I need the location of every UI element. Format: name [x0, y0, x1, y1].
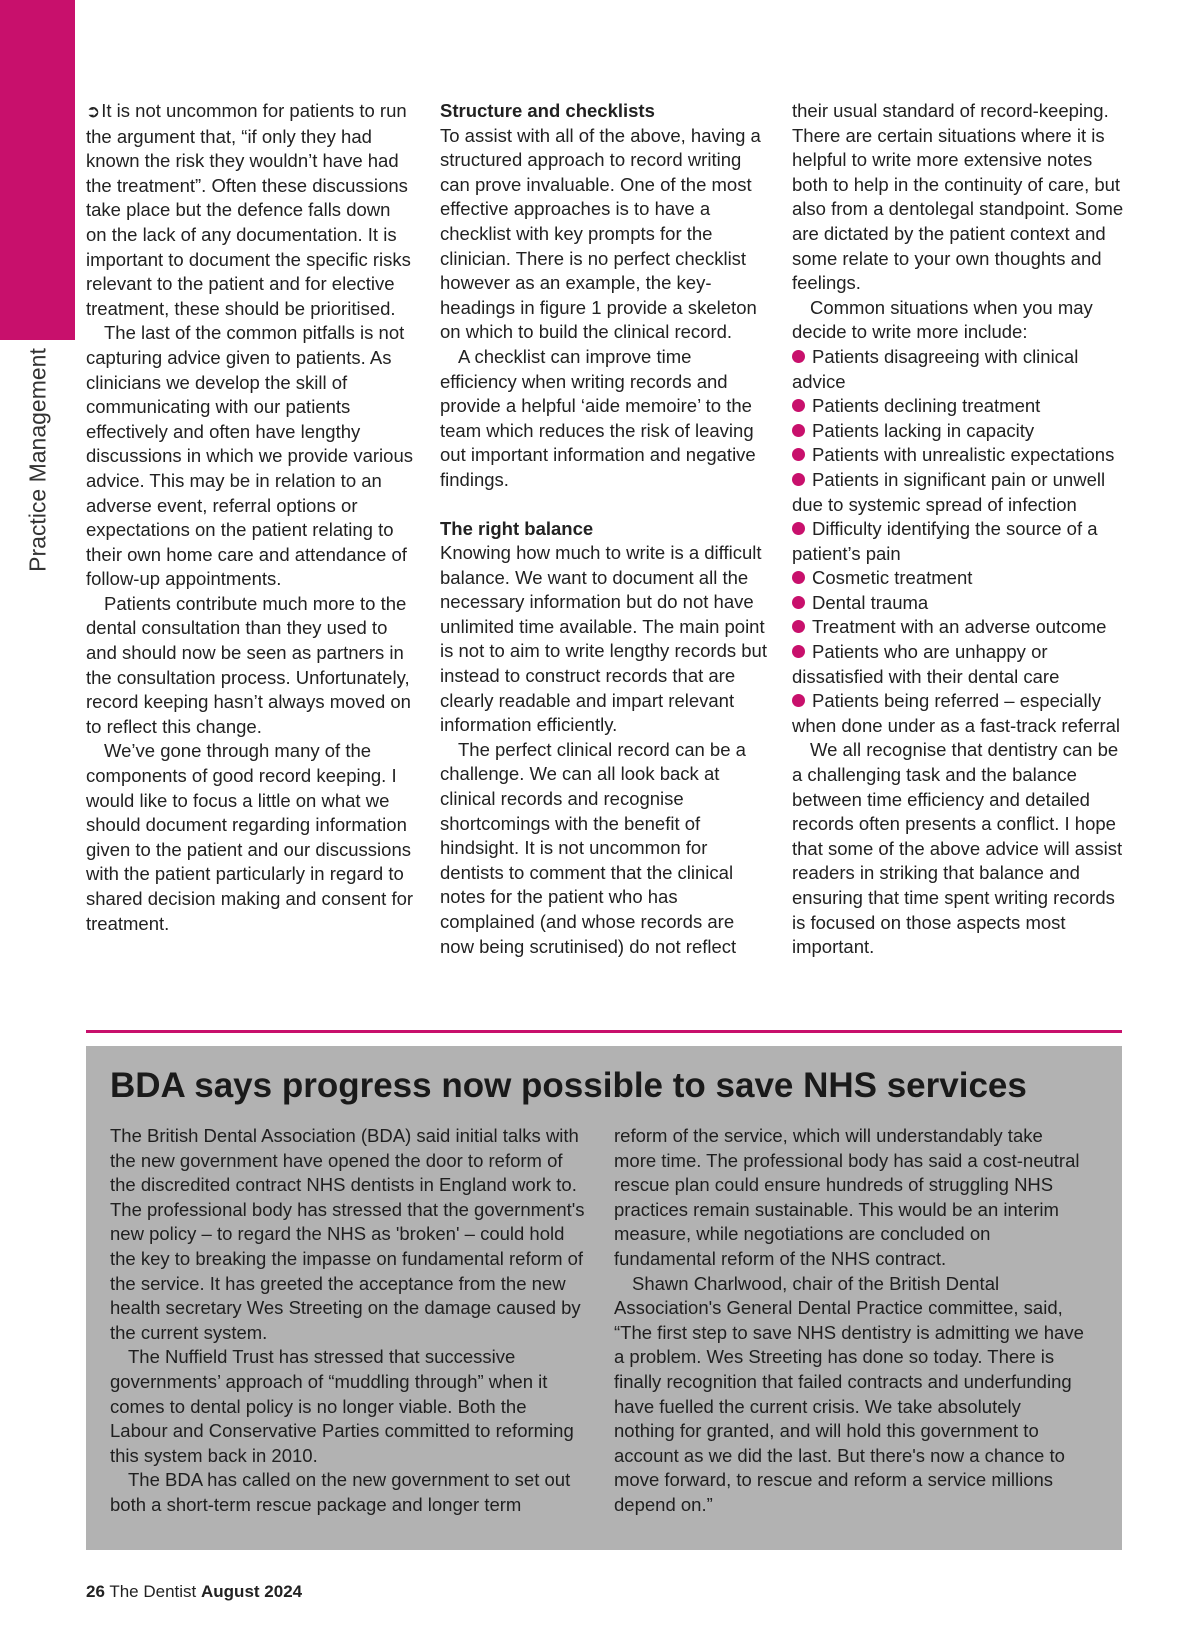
page-footer: [86, 1582, 302, 1602]
bullet-dot-icon: [792, 473, 805, 486]
news-column-1: [110, 1124, 588, 1518]
publication-name: The Dentist: [109, 1582, 197, 1601]
section-color-bar: [0, 0, 75, 340]
bullet-dot-icon: [792, 694, 805, 707]
page-number: 26: [86, 1582, 105, 1601]
list-item: Patients being referred – especially when done under as a fast-track referral: [792, 690, 1121, 736]
situations-list: [792, 345, 1132, 739]
news-paragraph: The professional body has stressed that the government's new policy – to regard the NHS as 'broken' – could hold the key to breaking the impasse on fundamental reform of the service. It has greeted the acceptance from the new health secretary Wes Streeting on the damage caused by the current system.: [110, 1198, 585, 1343]
list-item: Patients who are unhappy or dissatisfied with their dental care: [792, 641, 1060, 687]
news-paragraph: Shawn Charlwood, chair of the British Dental Association's General Dental Practice committee, said, “The first step to save NHS dentistry is admitting we have a problem. Wes Streeting has done so today. There is finally recognition that failed contracts and underfunding have fuelled the current crisis. We take absolutely nothing for granted, and will hold this government to account as we did the last. But there's now a chance to move forward, to rescue and reform a service millions depend on.”: [614, 1272, 1084, 1515]
article-paragraph: Common situations when you may decide to write more include:: [792, 296, 1093, 343]
article-paragraph: A checklist can improve time efficiency when writing records and provide a helpful ‘aide memoire’ to the team which reduces the risk of leaving out important information and negative findings.: [440, 345, 756, 490]
subheading-right-balance: The right balance: [440, 517, 594, 539]
article-column-1: [86, 99, 416, 936]
bullet-dot-icon: [792, 350, 805, 363]
article-column-3: [792, 99, 1132, 960]
list-item: Patients declining treatment: [792, 394, 1132, 419]
news-title: BDA says progress now possible to save NHS services: [110, 1066, 1027, 1105]
article-column-2: [440, 99, 770, 959]
list-item: Patients in significant pain or unwell due to systemic spread of infection: [792, 468, 1106, 515]
list-item: Cosmetic treatment: [792, 566, 1132, 591]
news-paragraph: reform of the service, which will understandably take more time. The professional body has said a cost-neutral rescue plan could ensure hundreds of struggling NHS practices remain sustainable. This would be an interim measure, while negotiations are concluded on fundamental reform of the NHS contract.: [614, 1125, 1080, 1269]
bullet-dot-icon: [792, 620, 805, 633]
article-paragraph: ➲It is not uncommon for patients to run the argument that, “if only they had known the risk they wouldn’t have had the treatment”. Often these discussions take place but the defence falls down on the lack of any documentation. It is important to document the specific risks relevant to the patient and for elective treatment, these should be prioritised.: [86, 100, 411, 319]
list-item: Patients disagreeing with clinical advice: [792, 345, 1079, 392]
issue-date: August 2024: [201, 1582, 303, 1601]
news-paragraph: The British Dental Association (BDA) said initial talks with the new government have opened the door to reform of the discredited contract NHS dentists in England work to.: [110, 1125, 579, 1196]
bullet-dot-icon: [792, 645, 805, 658]
news-column-2: [614, 1124, 1084, 1518]
list-item: Patients lacking in capacity: [792, 419, 1132, 444]
list-item: Patients with unrealistic expectations: [792, 443, 1132, 468]
news-paragraph: The Nuffield Trust has stressed that successive governments’ approach of “muddling through” when it comes to dental policy is no longer viable. Both the Labour and Conservative Parties committed to reforming this system back in 2010.: [110, 1346, 574, 1466]
article-paragraph: their usual standard of record-keeping. There are certain situations where it is helpful to write more extensive notes both to help in the continuity of care, but also from a dentolegal standpoint. Some are dictated by the patient context and some relate to your own thoughts and feelings.: [792, 100, 1124, 294]
article-paragraph: Patients contribute much more to the dental consultation than they used to and should now be seen as partners in the consultation process. Unfortunately, record keeping hasn’t always moved on to reflect this change.: [86, 592, 411, 737]
bullet-dot-icon: [792, 424, 805, 437]
bullet-dot-icon: [792, 399, 805, 412]
article-paragraph: We’ve gone through many of the components of good record keeping. I would like to focus a little on what we should document regarding information given to the patient and our discussions with the patient particularly in regard to shared decision making and consent for treatment.: [86, 740, 414, 934]
section-label: Practice Management: [24, 348, 51, 572]
article-paragraph: To assist with all of the above, having a structured approach to record writing can prove invaluable. One of the most effective approaches is to have a checklist with key prompts for the clinician. There is no perfect checklist however as an example, the key-headings in figure 1 provide a skeleton on which to build the clinical record.: [440, 124, 761, 343]
news-paragraph: The BDA has called on the new government to set out both a short-term rescue package and longer term: [110, 1469, 571, 1515]
bullet-dot-icon: [792, 596, 805, 609]
subheading-structure-checklists: Structure and checklists: [440, 100, 655, 121]
bullet-dot-icon: [792, 571, 805, 584]
section-divider: [86, 1030, 1122, 1033]
list-item: Difficulty identifying the source of a patient’s pain: [792, 518, 1098, 564]
article-paragraph: The perfect clinical record can be a challenge. We can all look back at clinical records and recognise shortcomings with the benefit of hindsight. It is not uncommon for dentists to comment that the clinical notes for the patient who has complained (and whose records are now being scrutinised) do not reflect: [440, 738, 746, 957]
article-paragraph: Knowing how much to write is a difficult balance. We want to document all the necessary information but do not have unlimited time available. The main point is not to aim to write lengthy records but instead to construct records that are clearly readable and impart relevant information efficiently.: [440, 542, 767, 736]
continued-arrow-icon: ➲: [86, 102, 101, 121]
list-item: Treatment with an adverse outcome: [792, 615, 1132, 640]
bullet-dot-icon: [792, 522, 805, 535]
news-box: [86, 1046, 1122, 1550]
bullet-dot-icon: [792, 448, 805, 461]
list-item: Dental trauma: [792, 591, 1132, 616]
article-paragraph: The last of the common pitfalls is not capturing advice given to patients. As clinicians we develop the skill of communicating with our patients effectively and often have lengthy discussions in which we provide various advice. This may be in relation to an adverse event, referral options or expectations on the patient relating to their own home care and attendance of follow-up appointments.: [86, 322, 413, 590]
article-paragraph: We all recognise that dentistry can be a challenging task and the balance between time efficiency and detailed records often presents a conflict. I hope that some of the above advice will assist readers in striking that balance and ensuring that time spent writing records is focused on those aspects most important.: [792, 739, 1123, 958]
